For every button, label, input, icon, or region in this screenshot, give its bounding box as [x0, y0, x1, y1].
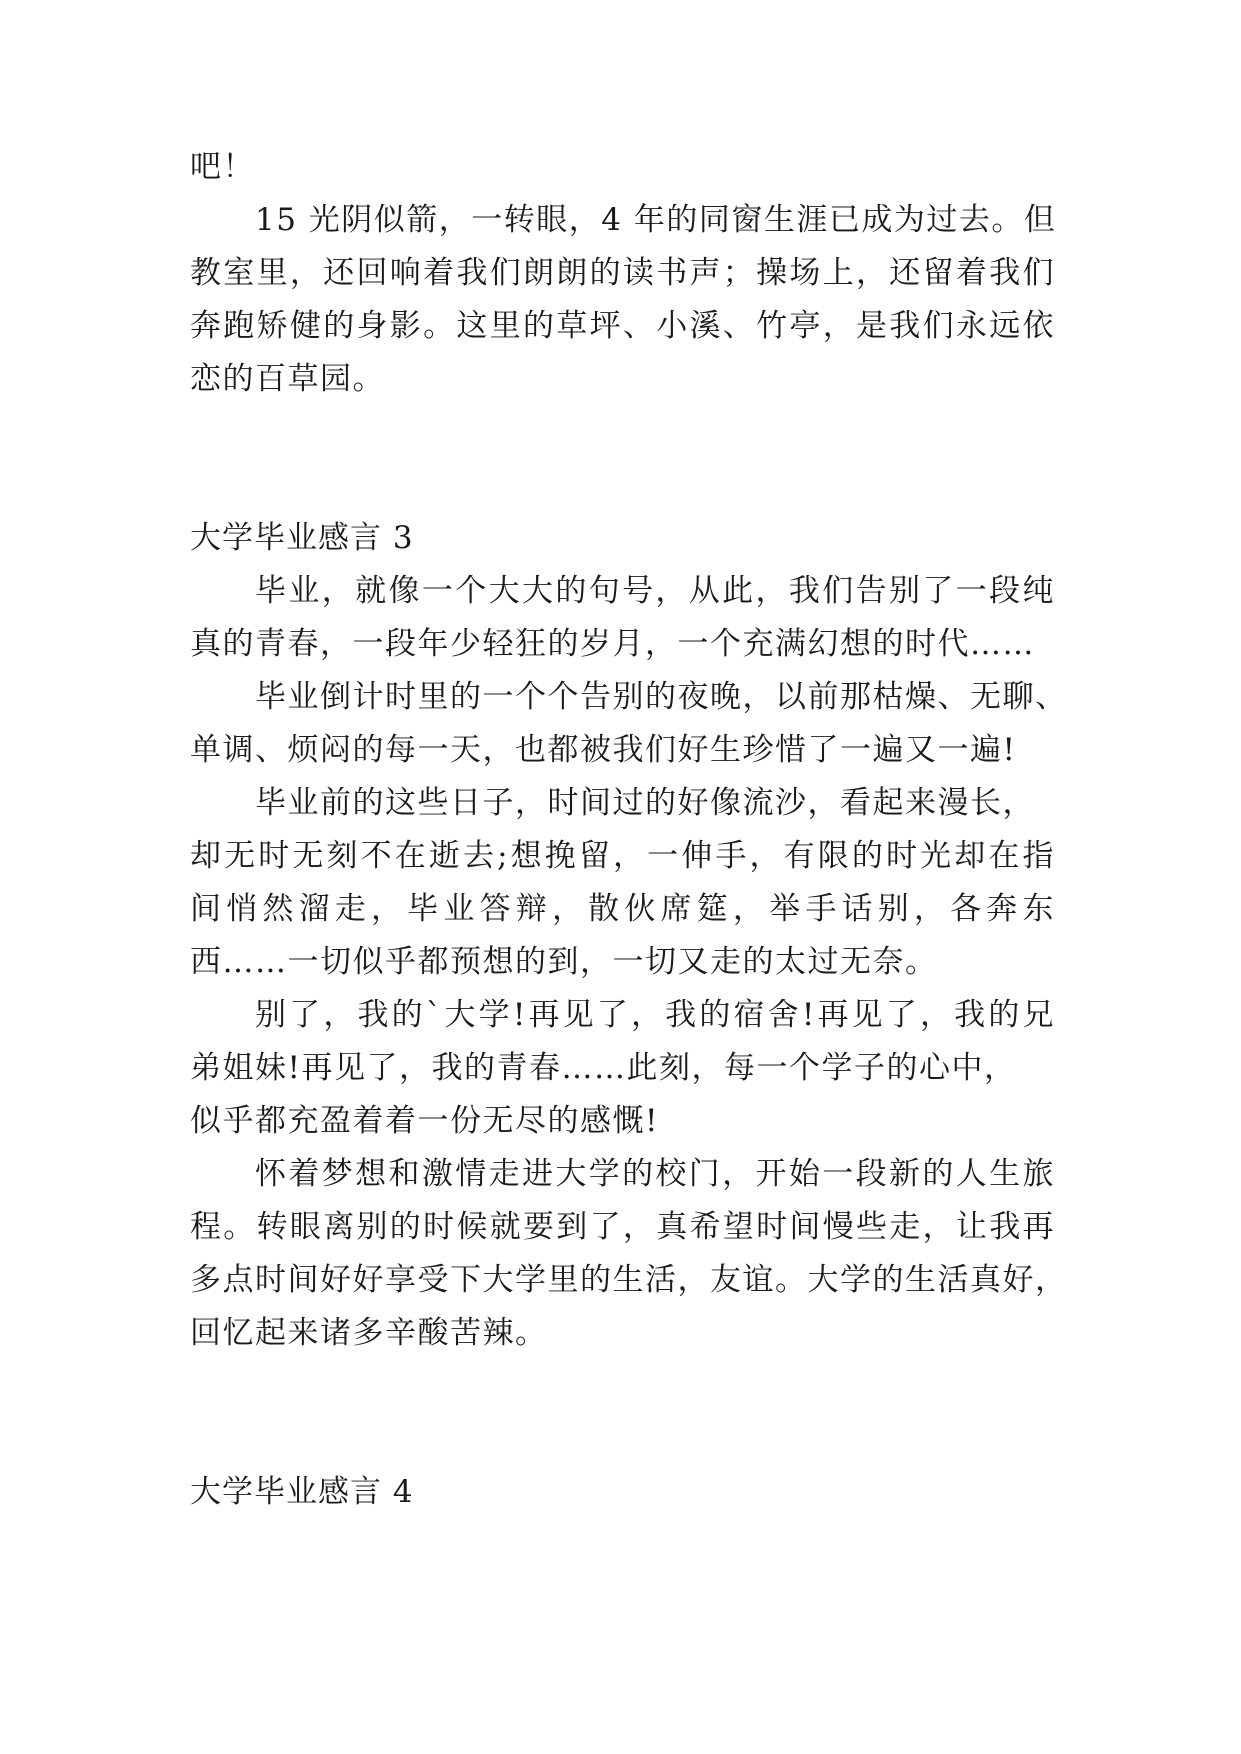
paragraph-line: 间悄然溜走，毕业答辩，散伙席筵，举手话别，各奔东	[190, 891, 1055, 927]
paragraph-line: 弟姐妹!再见了，我的青春……此刻，每一个学子的心中，	[190, 1050, 1017, 1086]
paragraph-line: 毕业，就像一个大大的句号，从此，我们告别了一段纯	[255, 573, 1055, 609]
continuation-text: 吧！	[190, 149, 255, 185]
paragraph-line: 奔跑矫健的身影。这里的草坪、小溪、竹亭，是我们永远依	[190, 308, 1055, 344]
paragraph-line: 多点时间好好享受下大学里的生活，友谊。大学的生活真好，	[190, 1262, 1068, 1298]
paragraph-line: 真的青春，一段年少轻狂的岁月，一个充满幻想的时代……	[190, 626, 1035, 662]
paragraph-line: 似乎都充盈着着一份无尽的感慨!	[190, 1103, 659, 1139]
paragraph-line: 西……一切似乎都预想的到，一切又走的太过无奈。	[190, 944, 938, 980]
paragraph-line: 教室里，还回响着我们朗朗的读书声；操场上，还留着我们	[190, 255, 1055, 291]
paragraph-line: 15 光阴似箭，一转眼，4 年的同窗生涯已成为过去。但	[255, 202, 1057, 238]
paragraph-line: 怀着梦想和激情走进大学的校门，开始一段新的人生旅	[255, 1156, 1055, 1192]
section-heading: 大学毕业感言 4	[190, 1474, 414, 1510]
paragraph-line: 别了，我的`大学!再见了，我的宿舍!再见了，我的兄	[255, 997, 1055, 1033]
paragraph-line: 毕业前的这些日子，时间过的好像流沙，看起来漫长，	[255, 785, 1035, 821]
paragraph-line: 恋的百草园。	[190, 361, 385, 397]
paragraph-line: 毕业倒计时里的一个个告别的夜晚，以前那枯燥、无聊、	[255, 679, 1068, 715]
paragraph-line: 程。转眼离别的时候就要到了，真希望时间慢些走，让我再	[190, 1209, 1055, 1245]
section-heading: 大学毕业感言 3	[190, 520, 414, 556]
paragraph-line: 却无时无刻不在逝去;想挽留，一伸手，有限的时光却在指	[190, 838, 1055, 874]
paragraph-line: 单调、烦闷的每一天，也都被我们好生珍惜了一遍又一遍!	[190, 732, 1017, 768]
paragraph-line: 回忆起来诸多辛酸苦辣。	[190, 1315, 548, 1351]
